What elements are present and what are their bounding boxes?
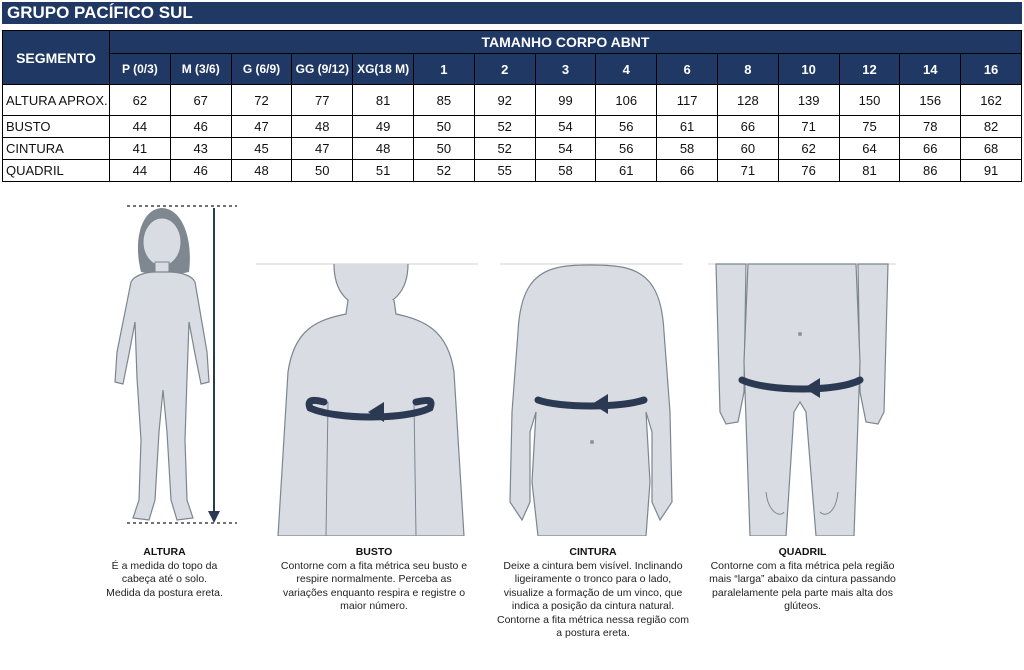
size-header: 6 xyxy=(657,54,718,85)
table-cell: 50 xyxy=(292,160,353,182)
caption-line: Contorne com a fita métrica pela região xyxy=(710,559,895,572)
table-cell: 50 xyxy=(413,116,474,138)
waist-caption xyxy=(488,546,698,641)
table-row xyxy=(3,116,1022,138)
row-label: QUADRIL xyxy=(3,160,110,182)
caption-line: glúteos. xyxy=(784,600,821,612)
caption-line: visualize a formação de um vinco, que xyxy=(503,586,683,599)
table-cell: 52 xyxy=(474,138,535,160)
table-cell: 117 xyxy=(657,85,718,116)
table-cell: 45 xyxy=(231,138,292,160)
row-label: ALTURA APROX. xyxy=(3,85,110,116)
table-cell: 58 xyxy=(535,160,596,182)
page-title: GRUPO PACÍFICO SUL xyxy=(2,2,1022,24)
table-cell: 47 xyxy=(292,138,353,160)
height-caption xyxy=(92,546,237,600)
size-header: 3 xyxy=(535,54,596,85)
row-label: BUSTO xyxy=(3,116,110,138)
waist-figure xyxy=(500,262,683,536)
table-cell: 128 xyxy=(717,85,778,116)
table-cell: 55 xyxy=(474,160,535,182)
table-cell: 47 xyxy=(231,116,292,138)
caption-line: a postura ereta. xyxy=(556,627,630,639)
table-cell: 54 xyxy=(535,138,596,160)
table-cell: 44 xyxy=(110,116,171,138)
size-header: 4 xyxy=(596,54,657,85)
table-cell: 43 xyxy=(170,138,231,160)
caption-line: Medida da postura ereta. xyxy=(106,586,223,599)
table-cell: 51 xyxy=(353,160,414,182)
table-cell: 48 xyxy=(231,160,292,182)
size-header: G (6/9) xyxy=(231,54,292,85)
caption-line: respire normalmente. Perceba as xyxy=(296,573,452,585)
bust-caption xyxy=(268,546,480,614)
table-cell: 62 xyxy=(778,138,839,160)
table-cell: 82 xyxy=(961,116,1022,138)
table-cell: 78 xyxy=(900,116,961,138)
table-cell: 61 xyxy=(596,160,657,182)
table-cell: 76 xyxy=(778,160,839,182)
table-cell: 162 xyxy=(961,85,1022,116)
caption-line: É a medida do topo da xyxy=(111,559,218,572)
table-row xyxy=(3,85,1022,116)
table-cell: 58 xyxy=(657,138,718,160)
caption-line: mais “larga” abaixo da cintura passando xyxy=(709,573,896,585)
size-header: 8 xyxy=(717,54,778,85)
caption-title: ALTURA xyxy=(143,546,186,558)
table-cell: 86 xyxy=(900,160,961,182)
bust-figure xyxy=(256,262,478,536)
table-row xyxy=(3,138,1022,160)
size-header: P (0/3) xyxy=(110,54,171,85)
size-header: 14 xyxy=(900,54,961,85)
table-cell: 99 xyxy=(535,85,596,116)
caption-line: paralelamente pela parte mais alta dos xyxy=(712,586,893,599)
table-cell: 92 xyxy=(474,85,535,116)
table-cell: 48 xyxy=(292,116,353,138)
size-header: GG (9/12) xyxy=(292,54,353,85)
size-header: 1 xyxy=(413,54,474,85)
table-cell: 106 xyxy=(596,85,657,116)
caption-title: CINTURA xyxy=(569,546,617,558)
table-cell: 49 xyxy=(353,116,414,138)
hip-caption xyxy=(700,546,905,614)
table-cell: 52 xyxy=(413,160,474,182)
table-cell: 61 xyxy=(657,116,718,138)
table-cell: 75 xyxy=(839,116,900,138)
caption-line: Deixe a cintura bem visível. Inclinando xyxy=(503,559,683,572)
table-cell: 66 xyxy=(900,138,961,160)
size-header: 2 xyxy=(474,54,535,85)
caption-line: Contorne a fita métrica nessa região com xyxy=(496,613,689,626)
table-cell: 46 xyxy=(170,160,231,182)
size-header: M (3/6) xyxy=(170,54,231,85)
table-cell: 41 xyxy=(110,138,171,160)
caption-line: Contorne com a fita métrica seu busto e xyxy=(280,559,468,572)
caption-line: variações enquanto respira e registre o xyxy=(282,586,466,599)
row-label: CINTURA xyxy=(3,138,110,160)
table-cell: 91 xyxy=(961,160,1022,182)
size-header: 12 xyxy=(839,54,900,85)
size-header: 10 xyxy=(778,54,839,85)
table-cell: 62 xyxy=(110,85,171,116)
caption-title: BUSTO xyxy=(355,546,393,558)
table-cell: 81 xyxy=(353,85,414,116)
table-cell: 50 xyxy=(413,138,474,160)
table-cell: 71 xyxy=(717,160,778,182)
table-cell: 48 xyxy=(353,138,414,160)
size-table xyxy=(2,30,1022,182)
caption-line: ligeiramente o tronco para o lado, xyxy=(514,573,672,585)
table-cell: 72 xyxy=(231,85,292,116)
table-cell: 77 xyxy=(292,85,353,116)
table-cell: 85 xyxy=(413,85,474,116)
caption-line: maior número. xyxy=(340,600,408,612)
size-header: XG(18 M) xyxy=(353,54,414,85)
segment-header: SEGMENTO xyxy=(3,31,110,85)
table-cell: 56 xyxy=(596,138,657,160)
table-cell: 150 xyxy=(839,85,900,116)
abnt-header: TAMANHO CORPO ABNT xyxy=(110,31,1022,54)
table-cell: 66 xyxy=(657,160,718,182)
caption-title: QUADRIL xyxy=(778,546,827,558)
table-cell: 52 xyxy=(474,116,535,138)
table-cell: 68 xyxy=(961,138,1022,160)
size-header: 16 xyxy=(961,54,1022,85)
table-cell: 56 xyxy=(596,116,657,138)
table-cell: 54 xyxy=(535,116,596,138)
table-cell: 156 xyxy=(900,85,961,116)
table-cell: 67 xyxy=(170,85,231,116)
height-figure xyxy=(105,200,245,535)
table-cell: 44 xyxy=(110,160,171,182)
table-cell: 60 xyxy=(717,138,778,160)
hip-figure xyxy=(708,262,896,536)
caption-line: indica a posição da cintura natural. xyxy=(511,600,675,612)
table-cell: 46 xyxy=(170,116,231,138)
table-row xyxy=(3,160,1022,182)
table-cell: 66 xyxy=(717,116,778,138)
table-cell: 64 xyxy=(839,138,900,160)
table-cell: 81 xyxy=(839,160,900,182)
caption-line: cabeça até o solo. xyxy=(121,573,208,585)
table-cell: 71 xyxy=(778,116,839,138)
table-cell: 139 xyxy=(778,85,839,116)
